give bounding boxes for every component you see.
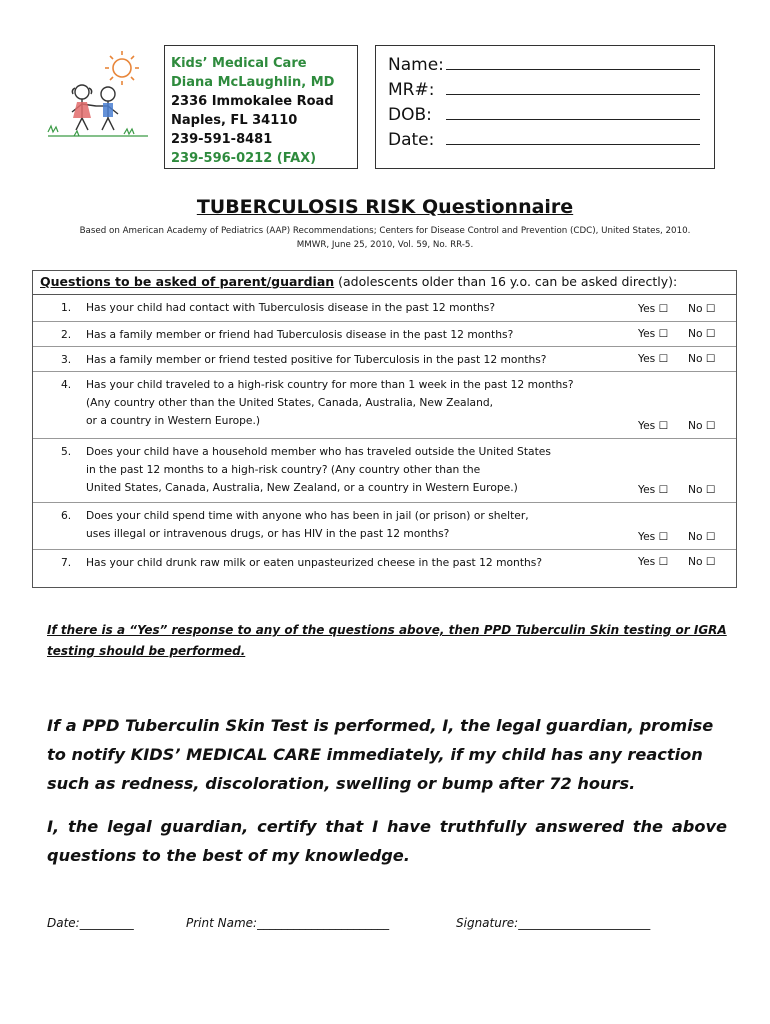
name-field[interactable] (446, 54, 700, 70)
date-field[interactable] (446, 129, 700, 145)
question-number: 7. (61, 556, 72, 569)
patient-name-line (388, 54, 714, 79)
question-text: Has a family member or friend tested positive for Tuberculosis in the past 12 months? (86, 353, 547, 366)
no-checkbox[interactable]: No ☐ (688, 419, 716, 432)
question-text: Has your child drunk raw milk or eaten unpasteurized cheese in the past 12 months? (86, 556, 543, 569)
source-citation (40, 224, 730, 252)
yes-checkbox[interactable]: Yes ☐ (638, 555, 669, 568)
question-text: Does your child spend time with anyone who has been in jail (or prison) or shelter, uses illegal or intravenous drugs, or has HIV in the past 12 months? (86, 509, 529, 540)
clinic-city: Naples, FL 34110 (171, 113, 298, 128)
question-number: 2. (61, 328, 72, 341)
guardian-promise-statement: If a PPD Tuberculin Skin Test is performed, I, the legal guardian, promise to notify KIDS’ MEDICAL CARE immediately, if my child has any reaction such as redness, discoloration, swelling or bump after 72 hours. (47, 716, 714, 793)
dob-field[interactable] (446, 104, 700, 120)
question-rows (33, 295, 736, 575)
clinic-fax: 239-596-0212 (FAX) (171, 151, 317, 166)
patient-mr-line (388, 79, 714, 104)
page-title: TUBERCULOSIS RISK Questionnaire (196, 196, 574, 218)
question-text: Does your child have a household member who has traveled outside the United States in the past 12 months to a high-risk country? (Any country other than the United States, Canada, Australia, New Zealand, or a country in Western Europe.) (86, 445, 551, 494)
clinic-info-box (164, 45, 358, 169)
yes-checkbox[interactable]: Yes ☐ (638, 302, 669, 315)
question-number: 1. (61, 301, 72, 314)
header-bold-text: Questions to be asked of parent/guardian (40, 274, 335, 289)
clinic-name: Kids’ Medical Care (171, 56, 307, 71)
question-row (33, 439, 736, 503)
mr-label: MR#: (388, 80, 435, 100)
yes-checkbox[interactable]: Yes ☐ (638, 483, 669, 496)
name-label: Name: (388, 55, 444, 75)
no-checkbox[interactable]: No ☐ (688, 302, 716, 315)
table-header (33, 271, 736, 295)
no-checkbox[interactable]: No ☐ (688, 483, 716, 496)
question-row (33, 372, 736, 439)
patient-info-box (375, 45, 715, 169)
patient-date-line (388, 129, 714, 154)
guardian-certify-statement: I, the legal guardian, certify that I have truthfully answered the above questions to the best of my knowledge. (47, 817, 727, 865)
mr-field[interactable] (446, 79, 700, 95)
no-checkbox[interactable]: No ☐ (688, 327, 716, 340)
question-row (33, 503, 736, 550)
doctor-name: Diana McLaughlin, MD (171, 75, 335, 90)
yes-checkbox[interactable]: Yes ☐ (638, 530, 669, 543)
question-row (33, 295, 736, 322)
question-number: 4. (61, 378, 72, 391)
question-number: 5. (61, 445, 72, 458)
question-text: Has a family member or friend had Tuberculosis disease in the past 12 months? (86, 328, 514, 341)
patient-dob-line (388, 104, 714, 129)
clinic-phone: 239-591-8481 (171, 132, 273, 147)
kids-logo (44, 46, 154, 146)
no-checkbox[interactable]: No ☐ (688, 530, 716, 543)
testing-note: If there is a “Yes” response to any of the questions above, then PPD Tuberculin Skin testing or IGRA testing should be performed. (47, 623, 727, 658)
question-row (33, 322, 736, 347)
no-checkbox[interactable]: No ☐ (688, 555, 716, 568)
question-number: 3. (61, 353, 72, 366)
citation-line-1: Based on American Academy of Pediatrics (AAP) Recommendations; Centers for Disease Control and Prevention (CDC), United States, 2010. (79, 226, 691, 236)
header-rest-text: (adolescents older than 16 y.o. can be asked directly): (334, 274, 678, 289)
citation-line-2: MMWR, June 25, 2010, Vol. 59, No. RR-5. (296, 240, 474, 250)
print-name-field[interactable]: Print Name:______________________ (186, 916, 390, 930)
dob-label: DOB: (388, 105, 432, 125)
yes-checkbox[interactable]: Yes ☐ (638, 419, 669, 432)
no-checkbox[interactable]: No ☐ (688, 352, 716, 365)
date-label: Date: (388, 130, 435, 150)
questions-table (32, 270, 737, 588)
signature-field[interactable]: Signature:______________________ (456, 916, 651, 930)
question-text: Has your child had contact with Tuberculosis disease in the past 12 months? (86, 301, 496, 314)
yes-checkbox[interactable]: Yes ☐ (638, 327, 669, 340)
question-text: Has your child traveled to a high-risk country for more than 1 week in the past 12 months? (Any country other than the United States, Canada, Australia, New Zealand, or a country in Western Europe.) (86, 378, 574, 427)
question-row (33, 550, 736, 575)
yes-checkbox[interactable]: Yes ☐ (638, 352, 669, 365)
question-row (33, 347, 736, 372)
clinic-street: 2336 Immokalee Road (171, 94, 334, 109)
question-number: 6. (61, 509, 72, 522)
signature-date-field[interactable]: Date:_________ (47, 916, 134, 930)
